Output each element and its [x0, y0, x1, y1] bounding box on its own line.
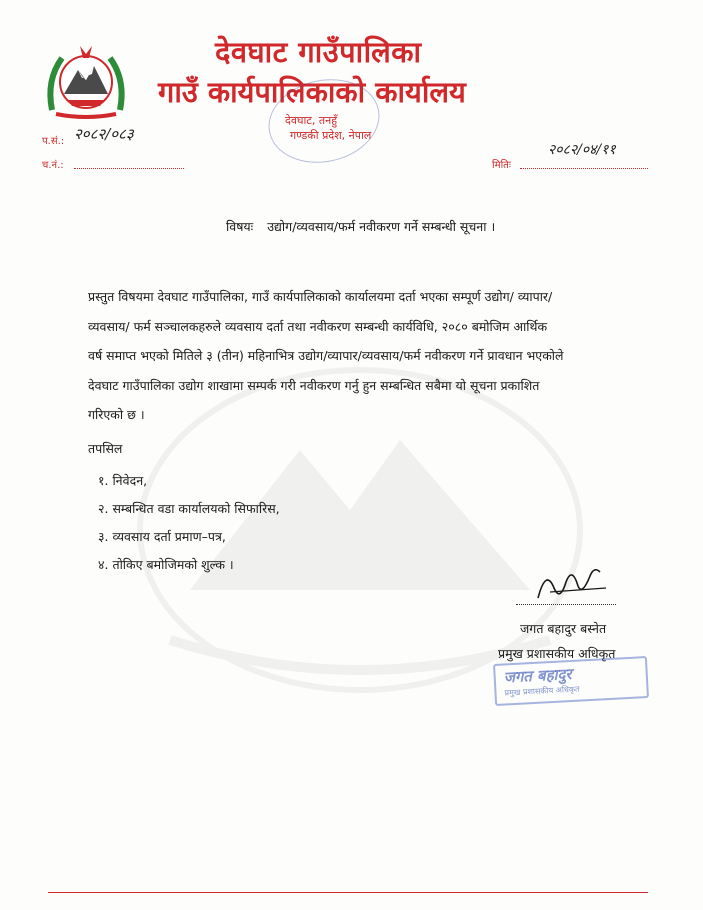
list-item: ४. तोकिए बमोजिमको शुल्क । — [98, 557, 234, 572]
subject-text: उद्योग/व्यवसाय/फर्म नवीकरण गर्ने सम्बन्धी सूचना । — [267, 219, 496, 234]
date-dotted-line — [520, 168, 648, 169]
body-line: गरिएको छ । — [88, 407, 145, 422]
body-line: वर्ष समाप्त भएको मितिले ३ (तीन) महिनाभित्र उद्योग/व्यापार/व्यवसाय/फर्म नवीकरण गर्ने प्रावधान भएकोले — [88, 348, 564, 363]
stamp-title: प्रमुख प्रशासकीय अधिकृत — [504, 684, 580, 698]
signature-dotted-line — [516, 604, 616, 605]
ref-label: प.सं.: — [42, 136, 65, 147]
date-value: २०८२/०४/११ — [548, 142, 616, 158]
office-name: गाउँ कार्यपालिकाको कार्यालय — [158, 75, 466, 109]
body-line: देवघाट गाउँपालिका उद्योग शाखामा सम्पर्क गरी नवीकरण गर्नु हुन सम्बन्धित सबैमा यो सूचना प्रकाशित — [88, 377, 540, 393]
notice-body — [88, 282, 640, 430]
org-name: देवघाट गाउँपालिका — [215, 35, 422, 69]
list-item: ३. व्यवसाय दर्ता प्रमाण–पत्र, — [98, 529, 226, 544]
date-label: मितिः — [492, 160, 511, 171]
officer-name-stamp — [493, 656, 649, 706]
stamp-name: जगत बहादुर — [503, 664, 572, 687]
handwritten-signature — [520, 558, 620, 608]
signatory-title: प्रमुख प्रशासकीय अधिकृत — [498, 646, 616, 661]
nepal-emblem-logo — [42, 40, 130, 120]
subject-line — [226, 218, 495, 235]
ref-value: २०८२/०८३ — [74, 125, 134, 143]
list-item: २. सम्बन्धित वडा कार्यालयको सिफारिस, — [98, 501, 280, 516]
dispatch-label: च.नं.: — [42, 160, 64, 171]
signatory-name: जगत बहादुर बस्नेत — [520, 621, 607, 636]
dispatch-dotted-line — [74, 168, 184, 169]
address-line-2: गण्डकी प्रदेश, नेपाल — [290, 129, 372, 142]
requirements-list — [98, 472, 280, 584]
footer-divider — [48, 892, 648, 893]
body-line: व्यवसाय/ फर्म सञ्चालकहरुले व्यवसाय दर्ता तथा नवीकरण सम्बन्धी कार्यविधि, २०८० बमोजिम आर्थिक — [88, 318, 548, 334]
address-line-1: देवघाट, तनहुँ — [285, 114, 338, 127]
list-item: १. निवेदन, — [98, 473, 148, 488]
tapsil-heading: तपसिल — [88, 441, 123, 456]
subject-label: विषयः — [226, 219, 254, 234]
body-line: प्रस्तुत विषयमा देवघाट गाउँपालिका, गाउँ कार्यपालिकाको कार्यालयमा दर्ता भएका सम्पूर्ण उद्योग/ व्यापार/ — [88, 289, 553, 304]
